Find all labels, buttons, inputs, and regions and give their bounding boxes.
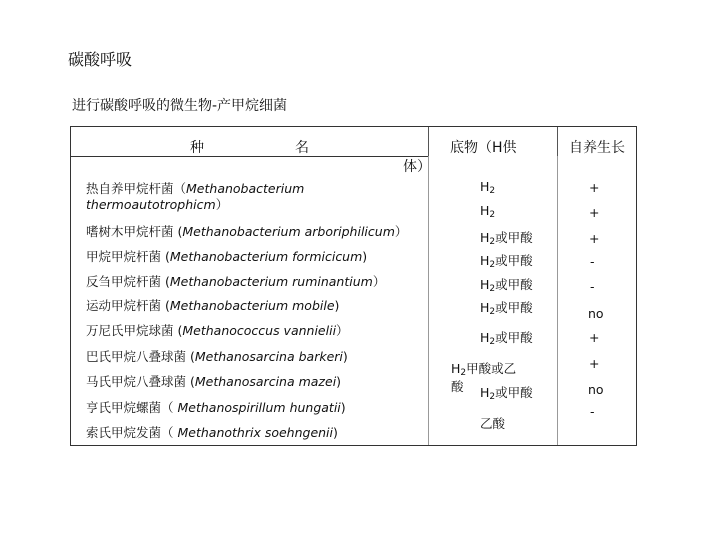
- header-divider: [71, 156, 428, 157]
- autotroph-cell: +: [589, 356, 600, 371]
- species-row: 嗜树木甲烷杆菌 (Methanobacterium arboriphilicum）: [86, 224, 408, 239]
- species-row-continued: thermoautotrophicm）: [86, 197, 229, 212]
- species-row: 运动甲烷杆菌 (Methanobacterium mobile): [86, 298, 340, 313]
- substrate-cell: $H_2$或甲酸: [480, 253, 533, 270]
- species-row: 巴氏甲烷八叠球菌 (Methanosarcina barkeri): [86, 349, 348, 364]
- column-divider: [428, 127, 429, 157]
- page-subtitle: 进行碳酸呼吸的微生物-产甲烷细菌: [72, 98, 288, 114]
- species-row: 亨氏甲烷螺菌（ Methanospirillum hungatii): [86, 400, 346, 415]
- species-row: 甲烷甲烷杆菌 (Methanobacterium formicicum): [86, 249, 368, 264]
- species-row: 热自养甲烷杆菌（Methanobacterium: [86, 181, 305, 196]
- header-autotroph: 自养生长: [569, 140, 625, 156]
- header-species-1: 种: [190, 140, 204, 156]
- substrate-cell: $H_2$或甲酸: [480, 330, 533, 347]
- autotroph-cell: +: [589, 205, 600, 220]
- header-species-2: 名: [295, 140, 309, 156]
- substrate-cell: $H_2$: [480, 203, 496, 220]
- substrate-cell: $H_2$甲酸或乙: [451, 361, 517, 378]
- species-row: 反刍甲烷杆菌 (Methanobacterium ruminantium）: [86, 274, 386, 289]
- column-divider: [557, 156, 558, 445]
- page-title: 碳酸呼吸: [68, 50, 133, 69]
- autotroph-cell: +: [589, 180, 600, 195]
- autotroph-cell: -: [590, 279, 595, 294]
- autotroph-cell: -: [590, 254, 595, 269]
- species-row: 索氏甲烷发菌（ Methanothrix soehngenii): [86, 425, 338, 440]
- column-divider: [557, 127, 558, 157]
- substrate-cell: $H_2$或甲酸: [480, 277, 533, 294]
- substrate-cell: $H_2$或甲酸: [480, 300, 533, 317]
- substrate-cell: 酸: [451, 379, 464, 394]
- autotroph-cell: no: [588, 382, 604, 397]
- autotroph-cell: -: [590, 404, 595, 419]
- substrate-cell: 乙酸: [480, 416, 506, 431]
- species-row: 马氏甲烷八叠球菌 (Methanosarcina mazei): [86, 374, 342, 389]
- species-row: 万尼氏甲烷球菌 (Methanococcus vannielii）: [86, 323, 349, 338]
- autotroph-cell: no: [588, 306, 604, 321]
- substrate-cell: $H_2$: [480, 179, 496, 196]
- autotroph-cell: +: [589, 231, 600, 246]
- header-substrate-1: 底物（H供: [450, 140, 517, 156]
- substrate-cell: $H_2$或甲酸: [480, 385, 533, 402]
- header-substrate-2: 体）: [403, 159, 431, 175]
- substrate-cell: $H_2$或甲酸: [480, 230, 533, 247]
- column-divider: [428, 156, 429, 445]
- autotroph-cell: +: [589, 330, 600, 345]
